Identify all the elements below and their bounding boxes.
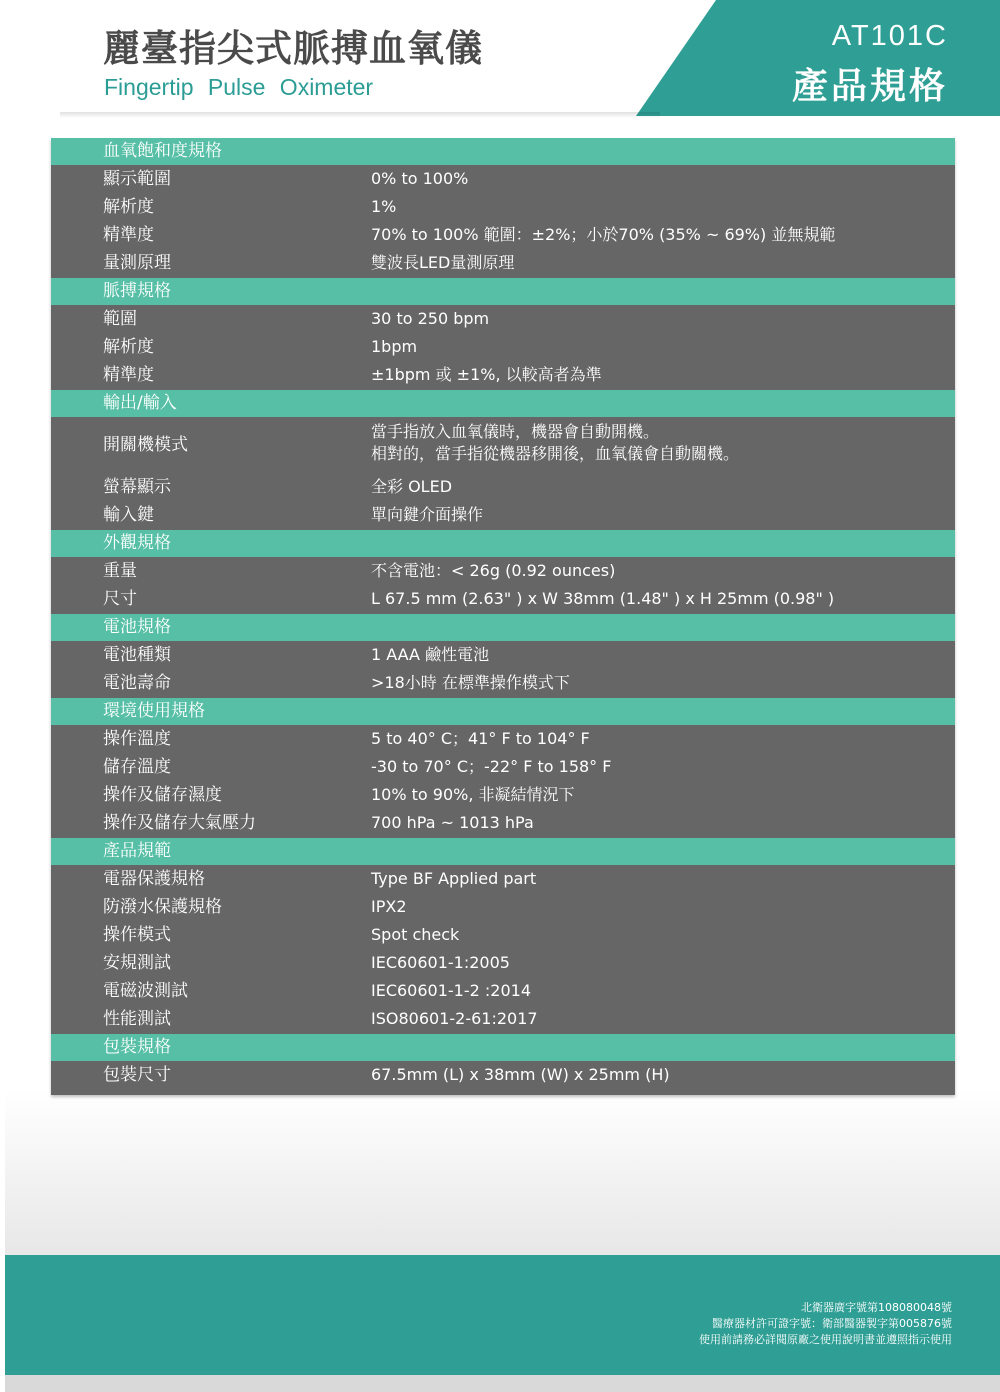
spec-value: 不含電池：< 26g (0.92 ounces) [371, 561, 616, 580]
spec-row [51, 641, 955, 669]
spec-value: 700 hPa ~ 1013 hPa [371, 813, 534, 832]
spec-value-line: 當手指放入血氧儀時，機器會自動開機。 [371, 422, 660, 441]
spec-value: Type BF Applied part [371, 869, 537, 888]
product-title-english: Fingertip Pulse Oximeter [104, 74, 374, 100]
spec-value: IEC60601-1:2005 [371, 953, 510, 972]
spec-label: 電器保護規格 [103, 869, 205, 889]
section-header: 包裝規格 [51, 1034, 955, 1061]
spec-value: IPX2 [371, 897, 407, 916]
spec-label: 儲存溫度 [103, 757, 171, 777]
spec-row [51, 585, 955, 613]
spec-label: 操作及儲存大氣壓力 [103, 813, 256, 833]
spec-value: 單向鍵介面操作 [371, 505, 484, 524]
spec-label: 輸入鍵 [103, 505, 154, 525]
spec-row [51, 333, 955, 361]
spec-row [51, 249, 955, 277]
spec-label: 安規測試 [103, 953, 171, 973]
spec-label: 防潑水保護規格 [103, 897, 222, 917]
spec-row [51, 949, 955, 977]
section-header: 外觀規格 [51, 530, 955, 557]
spec-label: 尺寸 [103, 589, 137, 609]
spec-value: ±1bpm 或 ±1%, 以較高者為準 [371, 365, 602, 384]
spec-row [51, 193, 955, 221]
header-shadow [60, 112, 660, 118]
spec-row [51, 501, 955, 529]
header [0, 0, 1000, 120]
spec-label: 量測原理 [103, 253, 171, 273]
spec-value: Spot check [371, 925, 460, 944]
section-header: 產品規範 [51, 838, 955, 865]
spec-value: IEC60601-1-2 :2014 [371, 981, 531, 1000]
section-header: 電池規格 [51, 614, 955, 641]
spec-label: 精準度 [103, 225, 154, 245]
spec-heading: 產品規格 [791, 66, 948, 107]
spec-value: 70% to 100% 範圍：±2%；小於70% (35% ~ 69%) 並無規範 [371, 225, 836, 244]
ad-license-line: 北衛器廣字號第108080048號 [801, 1301, 952, 1314]
spec-label: 螢幕顯示 [103, 477, 171, 497]
section-header: 輸出/輸入 [51, 390, 955, 417]
spec-value-line: 相對的，當手指從機器移開後，血氧儀會自動關機。 [371, 444, 740, 463]
device-license-line: 醫療器材許可證字號：衛部醫器製字第005876號 [712, 1317, 952, 1330]
spec-value: 0% to 100% [371, 169, 469, 188]
spec-value: 5 to 40° C；41° F to 104° F [371, 729, 590, 748]
spec-row [51, 921, 955, 949]
spec-value: L 67.5 mm (2.63" ) x W 38mm (1.48" ) x H 25mm (0.98" ) [371, 589, 835, 608]
spec-row [51, 221, 955, 249]
bottom-strip [5, 1375, 1000, 1392]
spec-row [51, 753, 955, 781]
spec-row [51, 809, 955, 837]
spec-value [371, 421, 739, 465]
section-header: 血氧飽和度規格 [51, 138, 955, 165]
spec-label: 操作溫度 [103, 729, 171, 749]
spec-label: 操作及儲存濕度 [103, 785, 222, 805]
spec-row [51, 893, 955, 921]
spec-label: 性能測試 [103, 1009, 171, 1029]
spec-row [51, 361, 955, 389]
spec-label: 顯示範圍 [103, 169, 171, 189]
spec-value: 全彩 OLED [371, 477, 453, 496]
spec-value: -30 to 70° C；-22° F to 158° F [371, 757, 612, 776]
spec-row [51, 1005, 955, 1033]
spec-value: >18小時 在標準操作模式下 [371, 673, 570, 692]
spec-row [51, 305, 955, 333]
spec-row [51, 725, 955, 753]
spec-row [51, 417, 955, 473]
spec-row [51, 165, 955, 193]
footer-band [5, 1255, 1000, 1375]
spec-row [51, 557, 955, 585]
section-header: 脈搏規格 [51, 278, 955, 305]
spec-table [51, 138, 955, 1095]
spec-label: 電池種類 [103, 645, 171, 665]
spec-row [51, 865, 955, 893]
regulatory-notice [699, 1300, 952, 1348]
spec-row [51, 1061, 955, 1089]
spec-label: 包裝尺寸 [103, 1065, 171, 1085]
spec-label: 電磁波測試 [103, 981, 188, 1001]
spec-value: 10% to 90%, 非凝結情況下 [371, 785, 575, 804]
spec-value: 1 AAA 鹼性電池 [371, 645, 490, 664]
spec-value: 30 to 250 bpm [371, 309, 490, 328]
model-number: AT101C [831, 20, 948, 52]
spec-label: 解析度 [103, 197, 154, 217]
section-header: 環境使用規格 [51, 698, 955, 725]
usage-warning-line: 使用前請務必詳閱原廠之使用說明書並遵照指示使用 [699, 1333, 952, 1346]
spec-row [51, 977, 955, 1005]
spec-label: 開關機模式 [103, 435, 188, 455]
spec-value: 雙波長LED量測原理 [371, 253, 515, 272]
spec-label: 操作模式 [103, 925, 171, 945]
spec-row [51, 781, 955, 809]
spec-label: 電池壽命 [103, 673, 171, 693]
spec-label: 重量 [103, 561, 137, 581]
spec-value: 67.5mm (L) x 38mm (W) x 25mm (H) [371, 1065, 670, 1084]
spec-label: 解析度 [103, 337, 154, 357]
product-title-chinese: 麗臺指尖式脈搏血氧儀 [103, 27, 483, 70]
spec-row [51, 669, 955, 697]
spec-label: 範圍 [103, 309, 137, 329]
spec-value: 1% [371, 197, 397, 216]
spec-value: ISO80601-2-61:2017 [371, 1009, 538, 1028]
spec-row [51, 473, 955, 501]
spec-label: 精準度 [103, 365, 154, 385]
spec-value: 1bpm [371, 337, 418, 356]
